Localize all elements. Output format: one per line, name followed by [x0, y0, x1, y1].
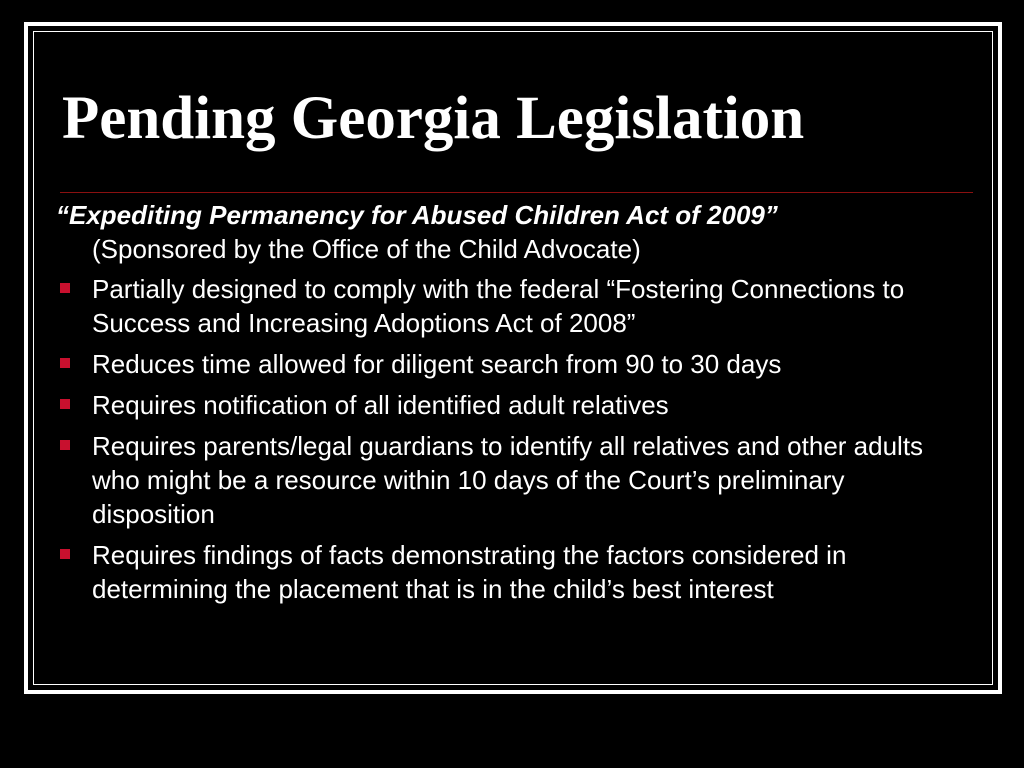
list-item [56, 538, 936, 606]
bullet-text: Requires parents/legal guardians to identify all relatives and other adults who might be a resource within 10 days of the Court’s preliminary disposition [92, 431, 924, 529]
bullet-list [56, 272, 936, 606]
bullet-text: Partially designed to comply with the federal “Fostering Connections to Success and Increasing Adoptions Act of 2008” [92, 274, 905, 338]
square-bullet-icon [60, 283, 70, 293]
list-item [56, 388, 936, 422]
square-bullet-icon [60, 399, 70, 409]
list-item [56, 347, 936, 381]
list-item [56, 272, 936, 340]
act-sponsor: (Sponsored by the Office of the Child Advocate) [92, 234, 641, 264]
act-intro [56, 198, 936, 266]
bullet-text: Requires findings of facts demonstrating the factors considered in determining the placement that is in the child’s best interest [92, 540, 847, 604]
slide-title: Pending Georgia Legislation [62, 85, 805, 152]
square-bullet-icon [60, 358, 70, 368]
act-name: “Expediting Permanency for Abused Children Act of 2009” [56, 200, 778, 230]
list-item [56, 429, 936, 531]
bullet-text: Requires notification of all identified adult relatives [92, 390, 669, 420]
square-bullet-icon [60, 440, 70, 450]
square-bullet-icon [60, 549, 70, 559]
bullet-text: Reduces time allowed for diligent search from 90 to 30 days [92, 349, 782, 379]
title-divider [60, 192, 973, 193]
slide-body [56, 198, 936, 613]
